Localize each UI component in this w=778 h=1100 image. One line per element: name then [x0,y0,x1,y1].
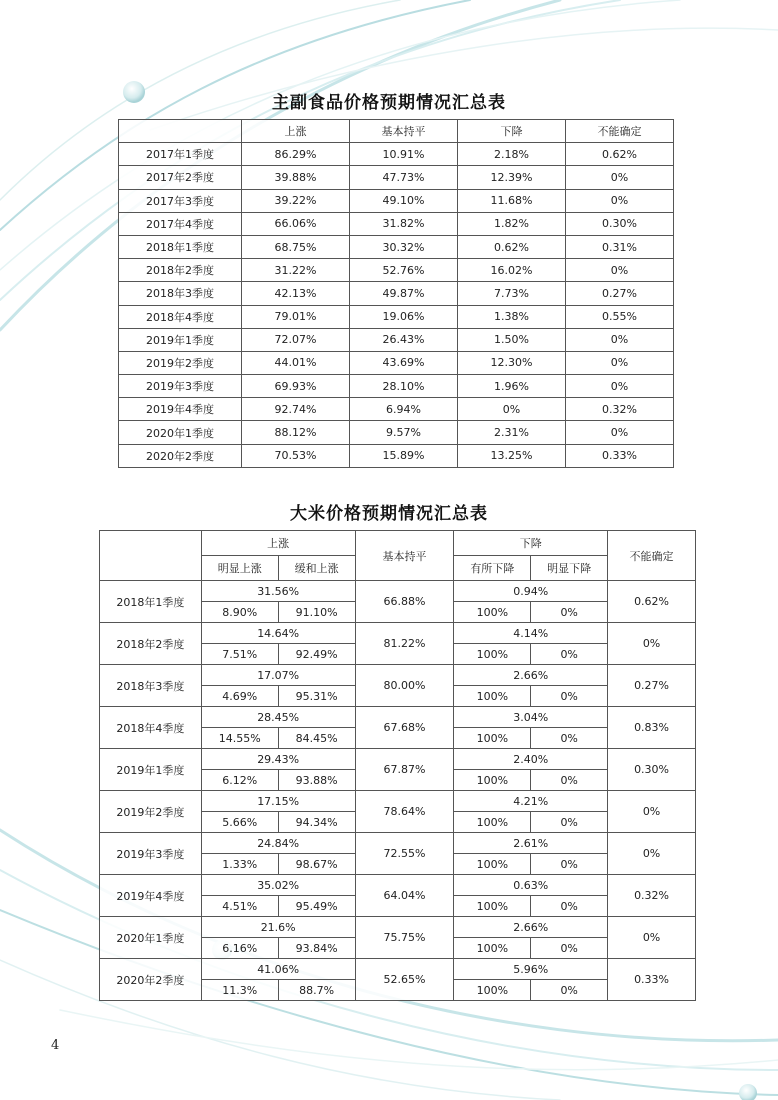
table1-value-cell: 43.69% [350,351,458,374]
table1-value-cell: 1.38% [458,305,566,328]
table2-fall-cell: 5.96% [454,959,608,980]
table1-value-cell: 47.73% [350,166,458,189]
table2-flat-cell: 78.64% [355,791,454,833]
table1-value-cell: 0.55% [566,305,674,328]
table2-fall-obvious-cell: 0% [531,812,608,833]
table2-rise-mild-cell: 94.34% [278,812,355,833]
table1-value-cell: 9.57% [350,421,458,444]
table2-fall-obvious-cell: 0% [531,980,608,1001]
uncertain-header: 不能确定 [608,531,696,581]
table1-header-row [119,120,674,143]
fall-obvious-header: 明显下降 [531,556,608,581]
table1-period-cell: 2018年3季度 [119,282,242,305]
table1-value-cell: 26.43% [350,328,458,351]
table2-row [100,917,696,938]
table1-value-cell: 0.32% [566,398,674,421]
table1-period-cell: 2020年1季度 [119,421,242,444]
table1-period-cell: 2017年1季度 [119,143,242,166]
table2-fall-some-cell: 100% [454,728,531,749]
table2-row [100,833,696,854]
table2-fall-obvious-cell: 0% [531,728,608,749]
table2-fall-some-cell: 100% [454,602,531,623]
table1-value-cell: 0% [566,351,674,374]
table2-rise-mild-cell: 92.49% [278,644,355,665]
table1-value-cell: 69.93% [242,375,350,398]
table2-rise-obvious-cell: 14.55% [201,728,278,749]
table1-value-cell: 12.30% [458,351,566,374]
table1-row [119,421,674,444]
table2-period-cell: 2019年1季度 [100,749,202,791]
table2-rise-cell: 31.56% [201,581,355,602]
table1-value-cell: 44.01% [242,351,350,374]
table1-value-cell: 39.88% [242,166,350,189]
table1-period-cell: 2019年1季度 [119,328,242,351]
table1-value-cell: 12.39% [458,166,566,189]
table2-rise-cell: 21.6% [201,917,355,938]
table1-header-cell: 基本持平 [350,120,458,143]
table2-flat-cell: 75.75% [355,917,454,959]
table2-fall-some-cell: 100% [454,896,531,917]
table1-row [119,235,674,258]
table1-value-cell: 31.22% [242,259,350,282]
page-number: 4 [51,1038,60,1053]
table1-value-cell: 15.89% [350,444,458,467]
table1-value-cell: 0.62% [566,143,674,166]
table2-rise-obvious-cell: 8.90% [201,602,278,623]
table2-fall-some-cell: 100% [454,644,531,665]
table1-value-cell: 0.31% [566,235,674,258]
table2-row [100,959,696,980]
table1-period-cell: 2017年4季度 [119,212,242,235]
table2-rise-cell: 17.15% [201,791,355,812]
table1-value-cell: 92.74% [242,398,350,421]
table2-fall-some-cell: 100% [454,854,531,875]
table2-fall-some-cell: 100% [454,686,531,707]
table1-value-cell: 0% [566,166,674,189]
table2-uncertain-cell: 0.27% [608,665,696,707]
table2-title: 大米价格预期情况汇总表 [290,504,488,524]
table2-rise-mild-cell: 93.88% [278,770,355,791]
table2-period-cell: 2019年2季度 [100,791,202,833]
table2-rise-mild-cell: 84.45% [278,728,355,749]
table1-value-cell: 11.68% [458,189,566,212]
table2-row [100,791,696,812]
table1-header-cell: 下降 [458,120,566,143]
table1-period-cell: 2018年4季度 [119,305,242,328]
table2-fall-cell: 4.21% [454,791,608,812]
table1-header-cell: 上涨 [242,120,350,143]
table1-value-cell: 79.01% [242,305,350,328]
table1-value-cell: 88.12% [242,421,350,444]
table1-period-cell: 2019年4季度 [119,398,242,421]
table2-period-cell: 2019年4季度 [100,875,202,917]
table1-value-cell: 49.10% [350,189,458,212]
table1-row [119,328,674,351]
table1-value-cell: 0% [566,189,674,212]
table1-header-cell [119,120,242,143]
table2-period-cell: 2018年4季度 [100,707,202,749]
table2-rise-mild-cell: 98.67% [278,854,355,875]
table2-fall-cell: 4.14% [454,623,608,644]
table1-value-cell: 52.76% [350,259,458,282]
table1-value-cell: 49.87% [350,282,458,305]
table2-row [100,875,696,896]
table2-flat-cell: 80.00% [355,665,454,707]
table1-row [119,444,674,467]
table2-fall-obvious-cell: 0% [531,938,608,959]
table2-fall-cell: 2.40% [454,749,608,770]
table2-uncertain-cell: 0.62% [608,581,696,623]
table1-value-cell: 68.75% [242,235,350,258]
table2-fall-obvious-cell: 0% [531,602,608,623]
table1-value-cell: 0.62% [458,235,566,258]
table1-row [119,259,674,282]
table2-period-cell: 2019年3季度 [100,833,202,875]
table1-value-cell: 1.96% [458,375,566,398]
table2-row [100,707,696,728]
rice-price-expectation-table [99,530,696,1001]
table1-row [119,282,674,305]
table2-fall-obvious-cell: 0% [531,770,608,791]
table1-row [119,375,674,398]
table2-fall-some-cell: 100% [454,812,531,833]
table1-period-cell: 2020年2季度 [119,444,242,467]
table2-row [100,581,696,602]
table2-uncertain-cell: 0% [608,791,696,833]
table2-row [100,665,696,686]
table2-rise-mild-cell: 95.49% [278,896,355,917]
table2-rise-cell: 35.02% [201,875,355,896]
table1-row [119,212,674,235]
table2-uncertain-cell: 0% [608,917,696,959]
table2-rise-cell: 14.64% [201,623,355,644]
table2-uncertain-cell: 0% [608,833,696,875]
table2-flat-cell: 66.88% [355,581,454,623]
table2-fall-some-cell: 100% [454,980,531,1001]
table2-flat-cell: 81.22% [355,623,454,665]
table1-value-cell: 0.30% [566,212,674,235]
table1-value-cell: 39.22% [242,189,350,212]
table1-value-cell: 10.91% [350,143,458,166]
table1-row [119,143,674,166]
table1-value-cell: 0% [458,398,566,421]
table2-fall-obvious-cell: 0% [531,854,608,875]
table2-flat-cell: 52.65% [355,959,454,1001]
rise-mild-header: 缓和上涨 [278,556,355,581]
table2-uncertain-cell: 0.32% [608,875,696,917]
table2-period-cell: 2020年1季度 [100,917,202,959]
table2-rise-mild-cell: 95.31% [278,686,355,707]
table2-row [100,623,696,644]
table1-value-cell: 1.50% [458,328,566,351]
table1-header-cell: 不能确定 [566,120,674,143]
table2-period-cell: 2018年1季度 [100,581,202,623]
table2-period-cell: 2020年2季度 [100,959,202,1001]
table1-value-cell: 1.82% [458,212,566,235]
table1-value-cell: 16.02% [458,259,566,282]
table1-period-cell: 2018年1季度 [119,235,242,258]
period-header [100,531,202,581]
table1-period-cell: 2017年3季度 [119,189,242,212]
table1-value-cell: 0% [566,421,674,444]
table2-rise-mild-cell: 93.84% [278,938,355,959]
table2-fall-cell: 0.63% [454,875,608,896]
table2-rise-obvious-cell: 6.12% [201,770,278,791]
table1-value-cell: 86.29% [242,143,350,166]
table1-period-cell: 2017年2季度 [119,166,242,189]
table2-fall-cell: 0.94% [454,581,608,602]
table1-row [119,351,674,374]
table2-rise-cell: 17.07% [201,665,355,686]
table2-rise-obvious-cell: 4.69% [201,686,278,707]
table1-value-cell: 42.13% [242,282,350,305]
table2-rise-obvious-cell: 5.66% [201,812,278,833]
table2-rise-mild-cell: 91.10% [278,602,355,623]
table2-period-cell: 2018年2季度 [100,623,202,665]
table2-flat-cell: 72.55% [355,833,454,875]
rise-obvious-header: 明显上涨 [201,556,278,581]
table2-rise-obvious-cell: 11.3% [201,980,278,1001]
rise-header: 上涨 [201,531,355,556]
table2-rise-cell: 28.45% [201,707,355,728]
table2-flat-cell: 67.68% [355,707,454,749]
table2-rise-cell: 24.84% [201,833,355,854]
table2-uncertain-cell: 0.30% [608,749,696,791]
table2-uncertain-cell: 0.33% [608,959,696,1001]
table2-flat-cell: 64.04% [355,875,454,917]
table2-uncertain-cell: 0% [608,623,696,665]
table1-value-cell: 19.06% [350,305,458,328]
table2-flat-cell: 67.87% [355,749,454,791]
table2-fall-cell: 2.66% [454,917,608,938]
table2-fall-cell: 2.66% [454,665,608,686]
table2-rise-obvious-cell: 1.33% [201,854,278,875]
table1-row [119,189,674,212]
fall-some-header: 有所下降 [454,556,531,581]
table2-fall-obvious-cell: 0% [531,686,608,707]
table1-value-cell: 30.32% [350,235,458,258]
table1-value-cell: 2.31% [458,421,566,444]
table1-value-cell: 0.33% [566,444,674,467]
table2-fall-cell: 3.04% [454,707,608,728]
table1-value-cell: 0.27% [566,282,674,305]
table1-row [119,305,674,328]
table1-period-cell: 2018年2季度 [119,259,242,282]
table1-row [119,166,674,189]
table1-value-cell: 66.06% [242,212,350,235]
table2-rise-cell: 29.43% [201,749,355,770]
table2-rise-cell: 41.06% [201,959,355,980]
table2-rise-mild-cell: 88.7% [278,980,355,1001]
table2-fall-obvious-cell: 0% [531,644,608,665]
table1-value-cell: 7.73% [458,282,566,305]
table2-fall-obvious-cell: 0% [531,896,608,917]
table1-value-cell: 28.10% [350,375,458,398]
table2-rise-obvious-cell: 7.51% [201,644,278,665]
table1-value-cell: 2.18% [458,143,566,166]
table2-row [100,749,696,770]
table1-value-cell: 72.07% [242,328,350,351]
table2-fall-some-cell: 100% [454,938,531,959]
food-price-expectation-table [118,119,674,468]
fall-header: 下降 [454,531,608,556]
table1-value-cell: 31.82% [350,212,458,235]
table2-rise-obvious-cell: 6.16% [201,938,278,959]
table1-period-cell: 2019年3季度 [119,375,242,398]
flat-header: 基本持平 [355,531,454,581]
table2-rise-obvious-cell: 4.51% [201,896,278,917]
table1-period-cell: 2019年2季度 [119,351,242,374]
table2-fall-cell: 2.61% [454,833,608,854]
table1-value-cell: 13.25% [458,444,566,467]
table1-row [119,398,674,421]
table2-fall-some-cell: 100% [454,770,531,791]
table1-value-cell: 70.53% [242,444,350,467]
table1-value-cell: 0% [566,375,674,398]
table2-period-cell: 2018年3季度 [100,665,202,707]
table1-title: 主副食品价格预期情况汇总表 [272,93,506,113]
table1-value-cell: 0% [566,328,674,351]
table1-value-cell: 0% [566,259,674,282]
table1-value-cell: 6.94% [350,398,458,421]
table2-uncertain-cell: 0.83% [608,707,696,749]
